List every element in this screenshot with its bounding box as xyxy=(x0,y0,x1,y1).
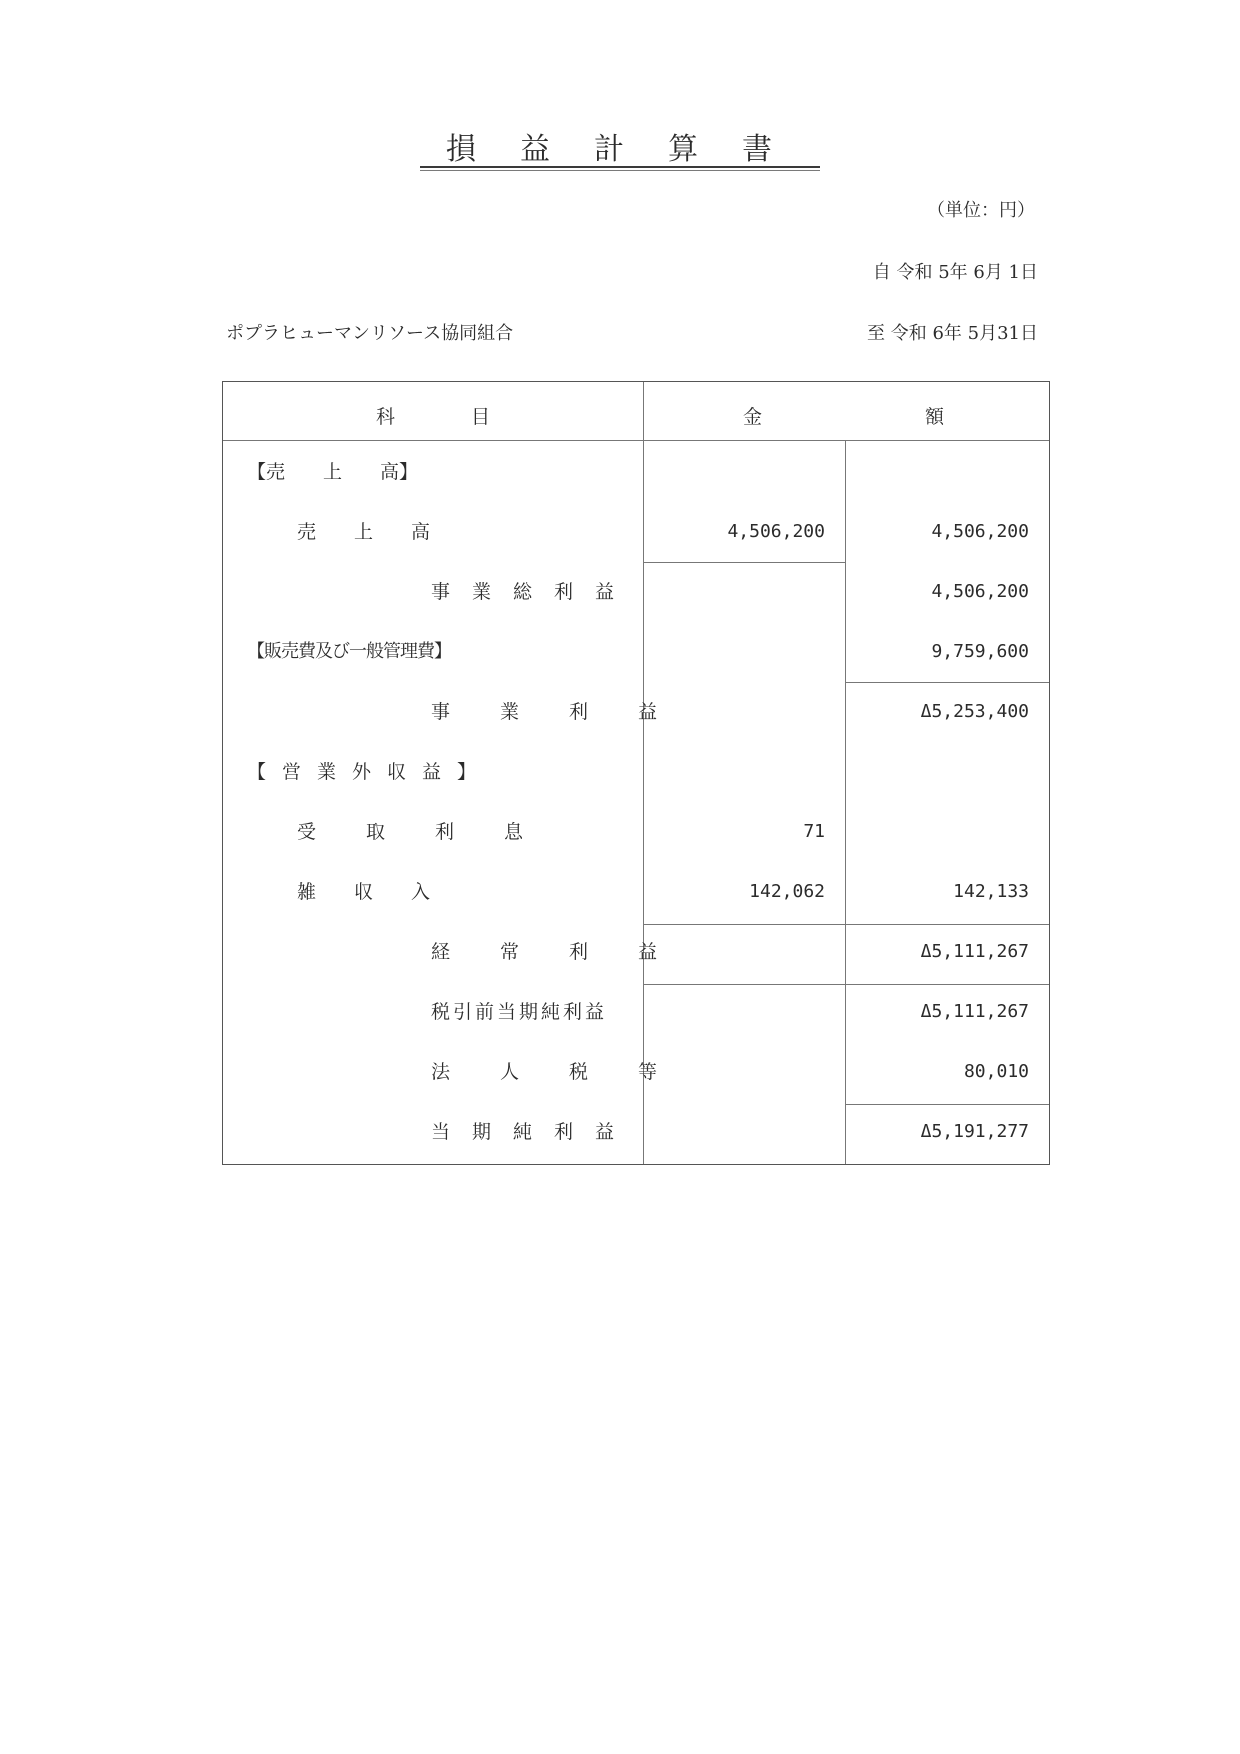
rule-col2-after-sga xyxy=(845,682,1049,683)
header-item: 科 目 xyxy=(375,406,490,428)
rule-col2-after-tax xyxy=(845,1104,1049,1105)
row-gross-profit-col2: 4,506,200 xyxy=(931,581,1029,602)
row-label-sales-section: 【売 上 高】 xyxy=(247,461,419,483)
row-label-pretax-profit: 税引前当期純利益 xyxy=(431,1001,608,1023)
title-underline-secondary xyxy=(420,170,820,171)
header-divider xyxy=(223,440,1049,441)
document-title: 損益計算書 xyxy=(446,132,816,167)
period-from: 自 令和 5年 6月 1日 xyxy=(872,262,1038,283)
header-amount-right: 額 xyxy=(925,406,945,428)
row-label-misc-income: 雑 収 入 xyxy=(297,881,431,903)
column-divider-item xyxy=(643,382,644,1164)
rule-col1-after-sales xyxy=(643,562,845,563)
row-label-non-operating-section: 【営業外収益】 xyxy=(247,761,493,783)
rule-after-misc-income xyxy=(643,924,1049,925)
row-net-profit-col2: Δ5,191,277 xyxy=(920,1121,1029,1142)
row-label-gross-profit: 事業総利益 xyxy=(431,581,637,603)
rule-after-ordinary xyxy=(643,984,1049,985)
row-misc-income-col1: 142,062 xyxy=(749,881,825,902)
organization-name: ポプラヒューマンリソース協同組合 xyxy=(226,323,514,344)
unit-label: （単位：円） xyxy=(927,200,1035,221)
row-label-ordinary-profit: 経常利益 xyxy=(431,941,708,963)
row-ordinary-profit-col2: Δ5,111,267 xyxy=(920,941,1029,962)
row-sga-col2: 9,759,600 xyxy=(931,641,1029,662)
document-title-block xyxy=(420,132,820,172)
header-amount-left: 金 xyxy=(743,406,763,428)
row-sales-col1: 4,506,200 xyxy=(727,521,825,542)
row-label-sga: 【販売費及び一般管理費】 xyxy=(247,641,451,662)
row-label-corporate-tax: 法人税等 xyxy=(431,1061,708,1083)
row-sales-col2: 4,506,200 xyxy=(931,521,1029,542)
income-statement-table xyxy=(222,381,1050,1165)
title-underline xyxy=(420,166,820,168)
row-misc-income-col2: 142,133 xyxy=(953,881,1029,902)
row-label-interest-received: 受取利息 xyxy=(297,821,574,843)
row-label-operating-profit: 事業利益 xyxy=(431,701,708,723)
row-operating-profit-col2: Δ5,253,400 xyxy=(920,701,1029,722)
row-interest-col1: 71 xyxy=(803,821,825,842)
column-divider-amount xyxy=(845,440,846,1164)
row-corporate-tax-col2: 80,010 xyxy=(963,1061,1029,1082)
row-pretax-profit-col2: Δ5,111,267 xyxy=(920,1001,1029,1022)
period-to: 至 令和 6年 5月31日 xyxy=(867,323,1038,344)
row-label-sales: 売 上 高 xyxy=(297,521,431,543)
row-label-net-profit: 当期純利益 xyxy=(431,1121,637,1143)
